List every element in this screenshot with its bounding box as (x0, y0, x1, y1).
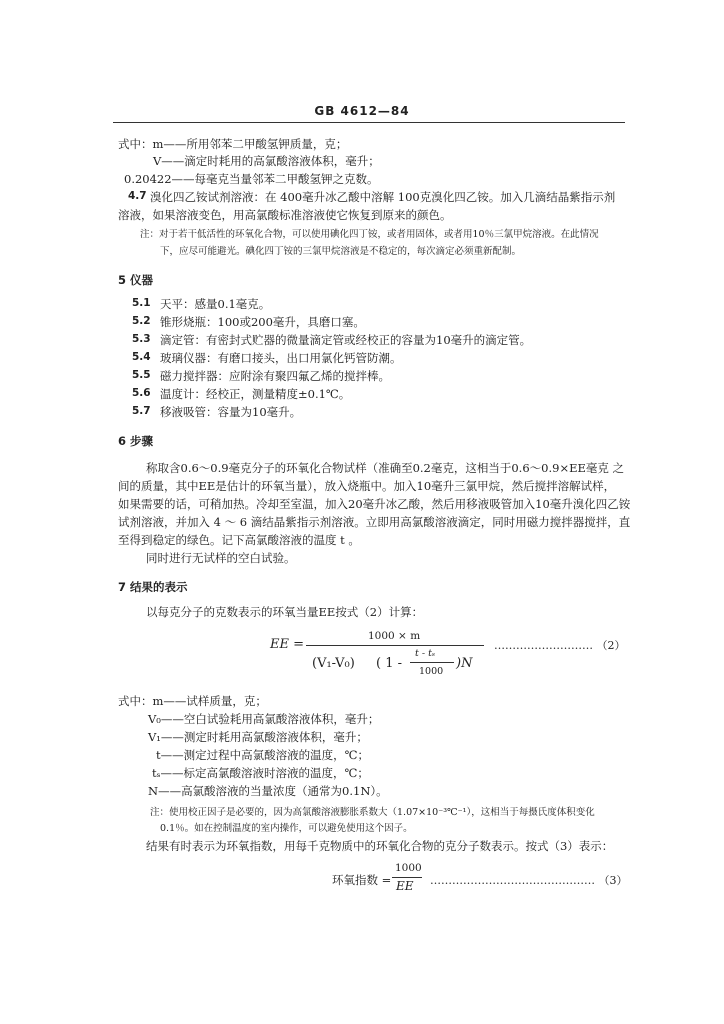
item-5-1: 天平：感量0.1毫克。 (160, 297, 271, 311)
item-5-2: 锥形烧瓶：100或200毫升，具磨口塞。 (160, 315, 365, 329)
where-line-constant: 0.20422——每毫克当量邻苯二甲酸氢钾之克数。 (124, 172, 379, 186)
variable-def: tₛ——标定高氯酸溶液时溶液的温度，℃； (152, 766, 369, 780)
item-5-7: 移液吸管：容量为10毫升。 (160, 405, 302, 419)
section-6-heading: 6 步骤 (118, 434, 154, 448)
section-4-7-text: 溴化四乙铵试剂溶液：在 400毫升冰乙酸中溶解 100克溴化四乙铵。加入几滴结晶紫指示剂 (150, 190, 616, 204)
eq2-inner-numerator: t - tₛ (415, 648, 436, 659)
eq3-lhs: 环氧指数 = (332, 873, 392, 887)
procedure-line: 同时进行无试样的空白试验。 (146, 551, 296, 565)
eq2-number: ……………………… （2） (494, 639, 626, 652)
eq2-denominator-part: )N (456, 656, 473, 671)
section-number: 4.7 (128, 190, 147, 202)
eq2-fraction-bar (306, 645, 484, 646)
variable-def: t——测定过程中高氯酸溶液的温度，℃； (156, 748, 369, 762)
procedure-line: 至得到稳定的绿色。记下高氯酸溶液的温度 t 。 (118, 533, 360, 547)
note-2: 注：使用校正因子是必要的，因为高氯酸溶液膨胀系数大（1.07×10⁻³℃⁻¹），这相当于每摄氏度体积变化 (150, 807, 595, 818)
variable-def: N——高氯酸溶液的当量浓度（通常为0.1N）。 (148, 784, 388, 798)
eq3-denominator: EE (396, 879, 414, 893)
item-5-5: 磁力搅拌器：应附涂有聚四氟乙烯的搅拌棒。 (160, 369, 390, 383)
variable-def: V₀——空白试验耗用高氯酸溶液体积，毫升； (148, 712, 380, 726)
header-rule (113, 122, 625, 123)
section-number: 5.7 (132, 405, 151, 417)
section-number: 5.4 (132, 351, 151, 363)
note-2-cont: 0.1％。如在控制温度的室内操作，可以避免使用这个因子。 (160, 823, 413, 834)
section-number: 5.5 (132, 369, 151, 381)
procedure-line: 间的质量，其中EE是估计的环氧当量），放入烧瓶中。加入10毫升三氯甲烷，然后搅拌溶解试样， (118, 479, 616, 493)
epoxy-index-intro: 结果有时表示为环氧指数，用每千克物质中的环氧化合物的克分子数表示。按式（3）表示： (146, 839, 614, 853)
eq3-numerator: 1000 (395, 862, 422, 874)
item-5-4: 玻璃仪器：有磨口接头，出口用氯化钙管防潮。 (160, 351, 402, 365)
where-line-v: V——滴定时耗用的高氯酸溶液体积，毫升； (153, 154, 380, 168)
eq3-number: ……………………………………… （3） (430, 874, 628, 887)
section-4-7-text-cont: 溶液，如果溶液变色，用高氯酸标准溶液使它恢复到原来的颜色。 (118, 208, 452, 222)
page-header: GB 4612—84 (314, 104, 410, 118)
eq2-inner-denominator: 1000 (419, 666, 444, 677)
section-number: 5.6 (132, 387, 151, 399)
eq2-denominator-part: (V₁-V₀) (312, 656, 355, 671)
section-number: 5.1 (132, 297, 151, 309)
eq2-denominator-part: ( 1 - (376, 656, 402, 671)
eq3-fraction-bar (392, 877, 422, 878)
eq2-numerator: 1000 × m (368, 630, 421, 642)
variable-def: V₁——测定时耗用高氯酸溶液体积，毫升； (148, 730, 368, 744)
procedure-line: 如果需要的话，可稍加热。冷却至室温，加入20毫升冰乙酸，然后用移液吸管加入10毫升溴化四乙铵 (118, 497, 631, 511)
eq2-inner-bar (410, 662, 454, 663)
note-1: 注：对于若干低活性的环氧化合物，可以使用碘化四丁铵，或者用固体，或者用10％三氯甲烷溶液。在此情况 (140, 229, 599, 240)
section-7-heading: 7 结果的表示 (118, 580, 188, 594)
item-5-3: 滴定管：有密封式贮器的微量滴定管或经校正的容量为10毫升的滴定管。 (160, 333, 532, 347)
where-line-m: 式中：m——所用邻苯二甲酸氢钾质量，克； (118, 137, 348, 151)
section-number: 5.3 (132, 333, 151, 345)
variable-def: 式中：m——试样质量，克； (118, 694, 267, 708)
eq2-lhs: EE = (270, 637, 305, 652)
procedure-line: 试剂溶液，并加入 4 ～ 6 滴结晶紫指示剂溶液。立即用高氯酸溶液滴定，同时用磁力搅拌器搅拌，直 (118, 515, 631, 529)
section-number: 5.2 (132, 315, 151, 327)
note-1-cont: 下，应尽可能避光。碘化四丁铵的三氯甲烷溶液是不稳定的，每次滴定必须重新配制。 (160, 246, 522, 257)
section-5-heading: 5 仪器 (118, 273, 154, 287)
item-5-6: 温度计：经校正，测量精度±0.1℃。 (160, 387, 351, 401)
result-intro: 以每克分子的克数表示的环氧当量EE按式（2）计算： (146, 605, 424, 619)
procedure-line: 称取含0.6～0.9毫克分子的环氧化合物试样（准确至0.2毫克，这相当于0.6～0.9×EE毫克 之 (146, 461, 625, 475)
